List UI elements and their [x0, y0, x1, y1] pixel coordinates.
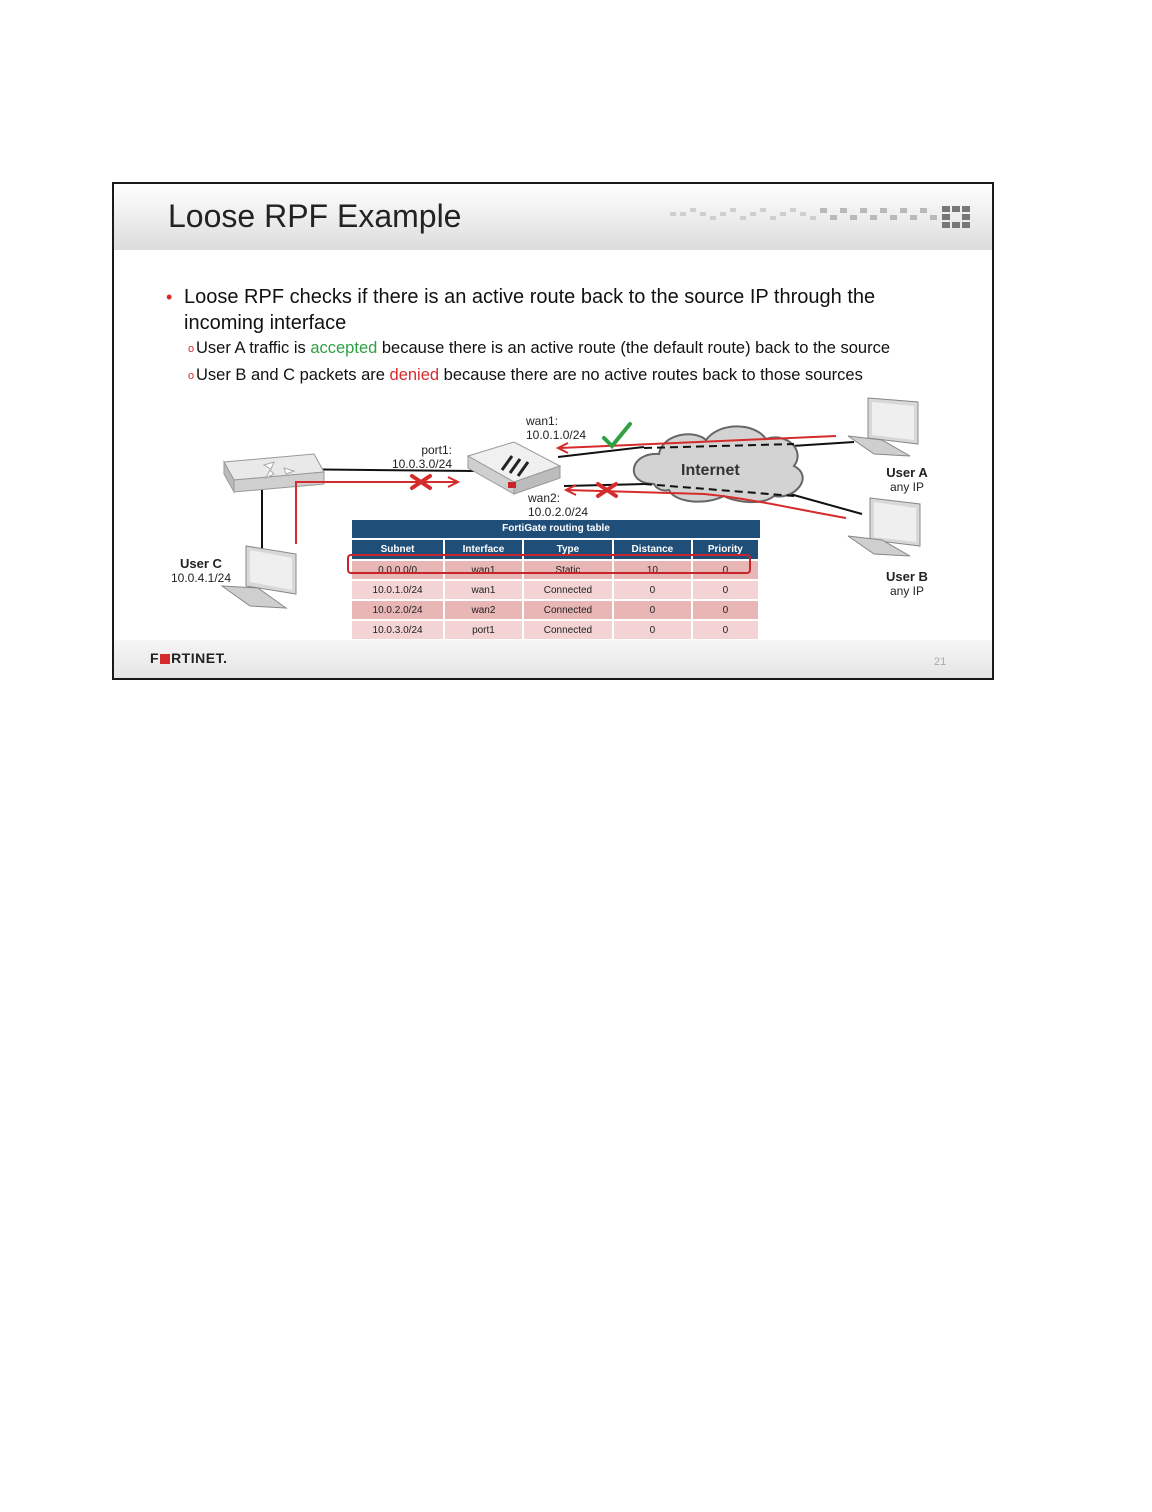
internet-label: Internet — [681, 462, 740, 479]
routing-table-caption: FortiGate routing table — [352, 520, 760, 540]
cell-priority: 0 — [693, 599, 760, 619]
port1-name: port1: — [421, 443, 452, 457]
table-row — [352, 579, 760, 599]
header-subnet: Subnet — [352, 540, 445, 559]
cell-interface: wan1 — [445, 559, 524, 579]
sub1-pre: User A traffic is — [196, 339, 311, 357]
cell-interface: port1 — [445, 619, 524, 639]
user-a-name: User A — [886, 465, 928, 480]
wan1-label — [526, 414, 586, 442]
router-switch-icon — [224, 454, 324, 492]
header-distance: Distance — [614, 540, 693, 559]
cell-subnet: 10.0.3.0/24 — [352, 619, 445, 639]
cell-priority: 0 — [693, 559, 760, 579]
cell-distance: 0 — [614, 619, 693, 639]
cell-subnet: 10.0.2.0/24 — [352, 599, 445, 619]
slide-title: Loose RPF Example — [168, 198, 462, 234]
user-c-ip: 10.0.4.1/24 — [170, 571, 232, 585]
accepted-word: accepted — [310, 339, 378, 357]
fortinet-brand-logo — [150, 650, 227, 666]
user-a-computer-icon — [848, 398, 918, 456]
user-a-ip: any IP — [889, 480, 925, 494]
cell-subnet: 0.0.0.0/0 — [352, 559, 445, 579]
wan1-name: wan1: — [526, 414, 559, 428]
user-c-name: User C — [180, 556, 222, 571]
sub2-pre: User B and C packets are — [196, 366, 390, 384]
accept-check-icon — [604, 424, 630, 446]
cell-type: Connected — [524, 599, 614, 619]
bullet-icon: • — [166, 287, 173, 307]
cell-distance: 0 — [614, 579, 693, 599]
header-interface: Interface — [445, 540, 524, 559]
cell-type: Static — [524, 559, 614, 579]
cell-interface: wan2 — [445, 599, 524, 619]
default-route-highlight — [347, 554, 751, 574]
user-a-label — [884, 466, 930, 494]
routing-table — [352, 520, 760, 639]
user-b-label — [884, 570, 930, 598]
table-row — [352, 599, 760, 619]
page-number: 21 — [934, 656, 947, 668]
main-bullet-text: Loose RPF checks if there is an active route back to the source IP through the incoming interface — [184, 286, 876, 334]
slide-footer — [114, 640, 992, 678]
denied-word: denied — [389, 366, 440, 384]
user-b-ip: any IP — [889, 584, 925, 598]
table-row — [352, 619, 760, 639]
brand-pre: F — [150, 650, 160, 666]
sub-bullet-icon: o — [188, 370, 195, 382]
header-type: Type — [524, 540, 614, 559]
sub1-post: because there is an active route (the default route) back to the source — [377, 339, 891, 357]
cell-type: Connected — [524, 579, 614, 599]
fortigate-device-icon — [468, 442, 560, 494]
slide — [112, 182, 994, 680]
cell-subnet: 10.0.1.0/24 — [352, 579, 445, 599]
cell-priority: 0 — [693, 619, 760, 639]
brand-square-icon — [160, 654, 170, 664]
cell-priority: 0 — [693, 579, 760, 599]
wan2-label — [528, 491, 588, 519]
wan2-name: wan2: — [528, 491, 561, 505]
cell-type: Connected — [524, 619, 614, 639]
user-c-label — [166, 557, 236, 585]
wan2-subnet: 10.0.2.0/24 — [528, 505, 589, 519]
sub-bullet-icon: o — [188, 343, 195, 355]
port1-label — [390, 443, 452, 471]
cell-interface: wan1 — [445, 579, 524, 599]
sub2-post: because there are no active routes back to those sources — [439, 366, 863, 384]
cell-distance: 10 — [614, 559, 693, 579]
port1-subnet: 10.0.3.0/24 — [391, 457, 452, 471]
header-priority: Priority — [693, 540, 760, 559]
user-b-computer-icon — [848, 498, 920, 556]
user-b-name: User B — [886, 569, 928, 584]
cell-distance: 0 — [614, 599, 693, 619]
wan1-subnet: 10.0.1.0/24 — [526, 428, 587, 442]
brand-post: RTINET. — [171, 650, 228, 666]
